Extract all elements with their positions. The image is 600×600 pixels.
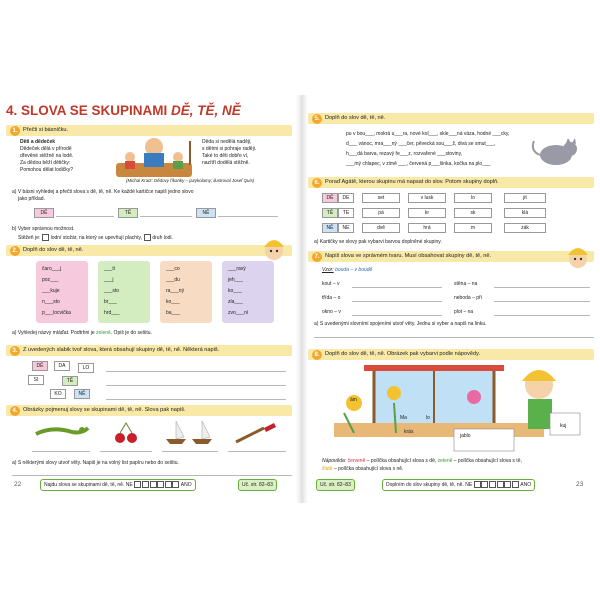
girl-agata-icon: [564, 243, 592, 271]
exercise-word: třída – o: [322, 295, 341, 301]
exercise-word: neboda – při: [454, 295, 482, 301]
picture-word[interactable]: jablo: [460, 433, 471, 439]
answer-line[interactable]: [228, 451, 286, 452]
task-3: 3. Z uvedených slabik tvoř slova, která obsahují skupiny dě, tě, ně. Některá napiš.: [6, 345, 292, 356]
grandpa-boats-illustration: [114, 135, 194, 179]
group-card: TE: [338, 208, 354, 218]
answer-line[interactable]: [100, 451, 152, 452]
word-card[interactable]: v lusk: [408, 193, 446, 203]
poem-line: Děda si nedělá naději,: [202, 139, 252, 145]
task-1a-text: jako příklad.: [18, 196, 45, 202]
lizard-icon: [32, 420, 90, 446]
word-column-green: ___ti ___j ___sto br___ hrd___: [98, 261, 150, 323]
word-card[interactable]: set: [362, 193, 400, 203]
group-card: DĚ: [322, 193, 338, 203]
card-te: TĚ: [118, 208, 138, 218]
window-garden-illustration: [324, 363, 590, 455]
picture-word[interactable]: kuj: [560, 423, 567, 429]
right-page: [308, 95, 594, 503]
syllable-card: LO: [78, 363, 94, 373]
answer-line[interactable]: [494, 315, 590, 316]
checkbox[interactable]: [144, 234, 151, 241]
poem-line: nazítří dodělá stěžně.: [202, 160, 250, 166]
word-card[interactable]: dvě: [362, 223, 400, 233]
task-2: 2. Doplň do slov dě, tě, ně.: [6, 245, 292, 256]
card-ne: NĚ: [196, 208, 216, 218]
group-card: TĚ: [322, 208, 338, 218]
answer-line[interactable]: [352, 301, 442, 302]
hint-line-2: žlutě – políčka obsahující slova s ně.: [322, 466, 404, 472]
exercise-word: plot – na: [454, 309, 474, 315]
picture-word[interactable]: lo: [426, 415, 430, 421]
answer-line[interactable]: [12, 475, 292, 476]
poem-title: Děti a dědeček: [20, 139, 56, 145]
exercise-line: pu v bou___, mokrá u___ra, nové kol___, skle___ná váza, hodné ___cky,: [346, 131, 510, 137]
answer-line[interactable]: [352, 287, 442, 288]
page-number: 22: [14, 481, 22, 488]
page-number: 23: [576, 481, 584, 488]
exercise-word: kout – v: [322, 281, 340, 287]
example: Vzor: bouda – v boudě: [322, 267, 373, 273]
word-card[interactable]: jit: [504, 193, 546, 203]
group-card: NE: [338, 223, 354, 233]
syllable-card: DĚ: [32, 361, 48, 371]
task-7: 7. Napiš slova ve správném tvaru. Musí obsahovat skupiny dě, tě, ně.: [308, 251, 594, 262]
self-assessment-bar: Najdu slova se skupinami dě, tě, ně. NE ANO: [40, 479, 196, 491]
left-page: [6, 95, 292, 503]
card-de: DĚ: [34, 208, 54, 218]
answer-line[interactable]: [162, 451, 218, 452]
exercise-line: d___ vánoc, mra___ný ___čer, pěvecká sou___ž, divá se smut___,: [346, 141, 496, 147]
task-1: 1. Přečti si básničku.: [6, 125, 292, 136]
task-1a-text: a) V básni vyhledej a přečti slova s dě, tě, ně. Ke každé kartičce napiš jedno slovo: [12, 189, 194, 195]
poem-credit: (Michal Kratz: Dědovy říkanky – jazykolamy; ilustroval Josef Quis): [126, 178, 255, 183]
poem-line: Také to děti dobře ví,: [202, 153, 249, 159]
poem-line: s dětmi si pohraje raději.: [202, 146, 257, 152]
task-5: 5. Doplň do slov dě, tě, ně.: [308, 113, 594, 124]
exercise-word: stěna – na: [454, 281, 478, 287]
chapter-title: 4. SLOVA SE SKUPINAMI DĚ, TĚ, NĚ: [6, 103, 241, 118]
cherries-icon: [106, 420, 146, 446]
answer-line[interactable]: [106, 371, 286, 372]
poem-line: Za dědou běží dětičky:: [20, 160, 71, 166]
answer-line[interactable]: [106, 385, 286, 386]
poem-line: Pomohou dělat lodičky?: [20, 167, 74, 173]
answer-line[interactable]: [494, 287, 590, 288]
answer-line[interactable]: [314, 337, 594, 338]
task-1b-options: Stěžeň je: lodní stožár, na který se upevňují plachty, druh lodi.: [18, 234, 173, 241]
task-1b-text: b) Vyber správnou možnost.: [12, 226, 75, 232]
cat-on-pot-icon: [526, 137, 582, 171]
syllable-card: DA: [54, 361, 70, 371]
answer-line[interactable]: [494, 301, 590, 302]
answer-line[interactable]: [56, 216, 114, 217]
word-card[interactable]: zák: [504, 223, 546, 233]
book-fold: [296, 95, 308, 503]
checkbox[interactable]: [42, 234, 49, 241]
word-column-purple: ___ravý jeh___ ko___ zla___ zvo___ní: [222, 261, 274, 323]
syllable-card: NĚ: [74, 389, 90, 399]
poem-line: dřevěné stěžně na lodě.: [20, 153, 74, 159]
task-2a-text: a) Vyhledej názvy mláďat. Podtrhni je zeleně. Opiš je do sešitu.: [12, 330, 152, 336]
answer-line[interactable]: [218, 216, 278, 217]
syllable-card: KO: [50, 389, 66, 399]
picture-word[interactable]: Ma: [400, 415, 407, 421]
textbook-reference: Uč. str. 82–83: [238, 479, 277, 491]
word-column-pink: čaro___j poz___ ___kuje n___sto p___locvička: [36, 261, 88, 323]
answer-line[interactable]: [32, 451, 90, 452]
picture-word[interactable]: krás: [404, 429, 414, 435]
task-6: 6. Poraď Agátě, kterou skupinu má napsat do slov. Potom skupiny doplň.: [308, 177, 594, 188]
word-card[interactable]: sk: [454, 208, 492, 218]
group-card: NĚ: [322, 223, 338, 233]
exercise-line: h___dá barva, rezavý ře___z, rozvařené ___stoviny,: [346, 151, 463, 157]
answer-line[interactable]: [140, 216, 192, 217]
sailing-ships-icon: [162, 417, 216, 447]
poem-line: Dědeček dělá v přírodě: [20, 146, 72, 152]
self-assessment-bar: Doplním do slov skupiny dě, tě, ně. NE ANO: [382, 479, 535, 491]
word-card[interactable]: klá: [504, 208, 546, 218]
word-card[interactable]: kr: [408, 208, 446, 218]
paintbrush-icon: [230, 420, 280, 446]
exercise-word: okno – v: [322, 309, 341, 315]
task-6a-text: a) Kartičky se slovy pak vybarvi barvou doplněné skupiny.: [314, 239, 442, 245]
textbook-reference: Uč. str. 82–83: [316, 479, 355, 491]
picture-word[interactable]: ám: [350, 397, 357, 403]
task-8: 8. Doplň do slov dě, tě, ně. Obrázek pak vybarvi podle nápovědy.: [308, 349, 594, 360]
exercise-line: ___mý chlapec, v zimě ___, červená p___šinka, kočka na plo___: [346, 161, 491, 167]
task-4: 4. Obrázky pojmenuj slovy se skupinami dě, tě, ně. Slova pak napiš.: [6, 405, 292, 416]
group-card: DE: [338, 193, 354, 203]
word-card[interactable]: pá: [362, 208, 400, 218]
task-7a-text: a) S uvedenými slovními spojeními utvoř věty. Jednu si vyber a napiš na linku.: [314, 321, 487, 327]
answer-line[interactable]: [106, 399, 286, 400]
hint-line-1: Nápověda: červeně – políčka obsahující slova s dě, zeleně – políčka obsahující slova s tě,: [322, 458, 522, 464]
syllable-card: TĚ: [62, 376, 78, 386]
syllable-card: SI: [28, 375, 44, 385]
word-card[interactable]: hrá: [408, 223, 446, 233]
word-card[interactable]: lo: [454, 193, 492, 203]
girl-agata-icon: [260, 235, 288, 263]
word-card[interactable]: m: [454, 223, 492, 233]
word-column-orange: ___co ___du ra___ný ko___ ba___: [160, 261, 212, 323]
answer-line[interactable]: [352, 315, 442, 316]
task-4a-text: a) S některými slovy utvoř věty. Napiš je na volný list papíru nebo do sešitu.: [12, 460, 179, 466]
